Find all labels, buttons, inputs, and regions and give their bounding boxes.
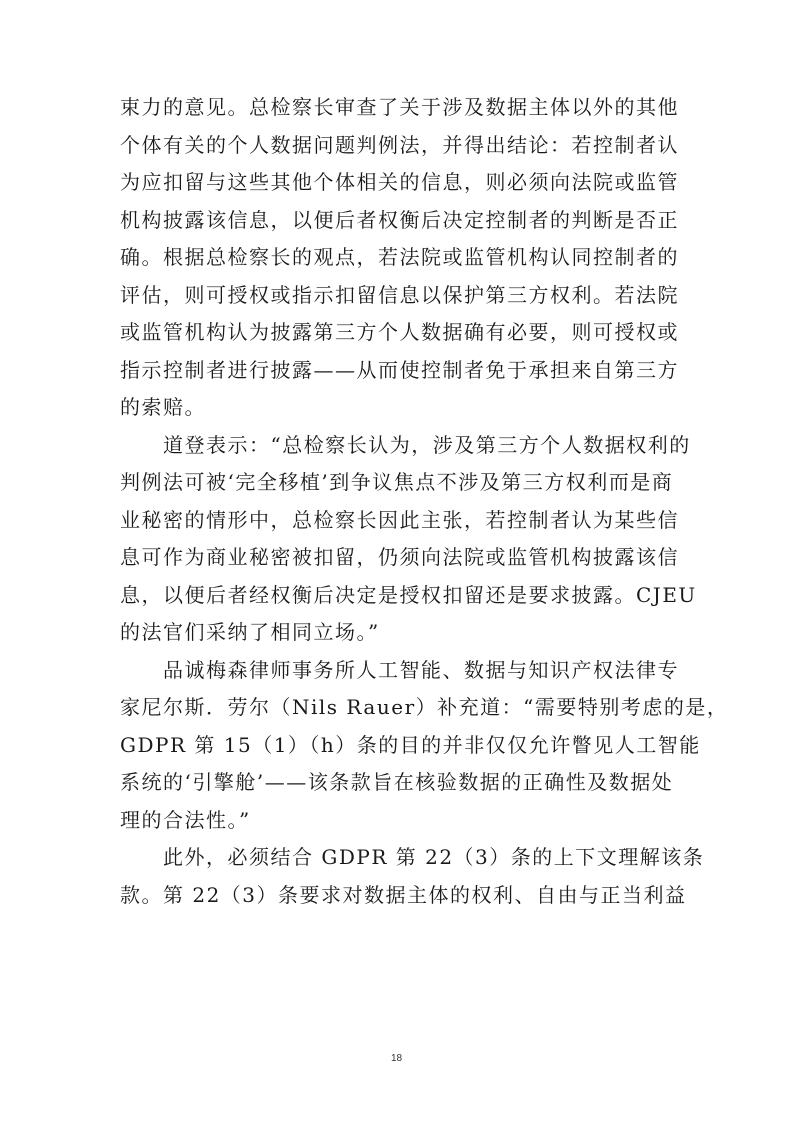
text-line: 息可作为商业秘密被扣留，仍须向法院或监管机构披露该信 xyxy=(120,545,679,569)
text-line: 业秘密的情形中，总检察长因此主张，若控制者认为某些信 xyxy=(120,507,679,532)
text-line: 系统的‘引擎舱’——该条款旨在核验数据的正确性及数据处 xyxy=(120,770,674,794)
text-line: 机构披露该信息，以便后者权衡后决定控制者的判断是否正 xyxy=(120,207,679,232)
text-line: 或监管机构认为披露第三方个人数据确有必要，则可授权或 xyxy=(120,320,679,344)
text-line: 理的合法性。” xyxy=(120,807,251,832)
text-line: 款。第 22（3）条要求对数据主体的权利、自由与正当利益 xyxy=(120,882,687,907)
body-text xyxy=(120,89,729,914)
text-line: 的索赔。 xyxy=(120,395,206,419)
text-line: 品诚梅森律师事务所人工智能、数据与知识产权法律专 xyxy=(120,657,679,682)
text-line: 此外，必须结合 GDPR 第 22（3）条的上下文理解该条 xyxy=(120,845,705,869)
text-line: 道登表示：“总检察长认为，涉及第三方个人数据权利的 xyxy=(120,432,691,457)
text-line: 个体有关的个人数据问题判例法，并得出结论：若控制者认 xyxy=(120,132,679,157)
text-line: 指示控制者进行披露——从而使控制者免于承担来自第三方 xyxy=(120,357,679,382)
text-line: GDPR 第 15（1）（h）条的目的并非仅仅允许瞥见人工智能 xyxy=(120,732,701,757)
text-line: 确。根据总检察长的观点，若法院或监管机构认同控制者的 xyxy=(120,245,679,269)
text-line: 为应扣留与这些其他个体相关的信息，则必须向法院或监管 xyxy=(120,170,679,194)
text-line: 判例法可被‘完全移植’到争议焦点不涉及第三方权利而是商 xyxy=(120,470,674,494)
text-line: 评估，则可授权或指示扣留信息以保护第三方权利。若法院 xyxy=(120,282,679,307)
text-line: 的法官们采纳了相同立场。” xyxy=(120,620,380,644)
text-line: 息，以便后者经权衡后决定是授权扣留还是要求披露。CJEU xyxy=(120,582,697,607)
text-line: 束力的意见。总检察长审查了关于涉及数据主体以外的其他 xyxy=(120,95,679,119)
text-line: 家尼尔斯．劳尔（Nils Rauer）补充道：“需要特别考虑的是， xyxy=(120,695,729,719)
page-number: 18 xyxy=(390,1053,403,1064)
